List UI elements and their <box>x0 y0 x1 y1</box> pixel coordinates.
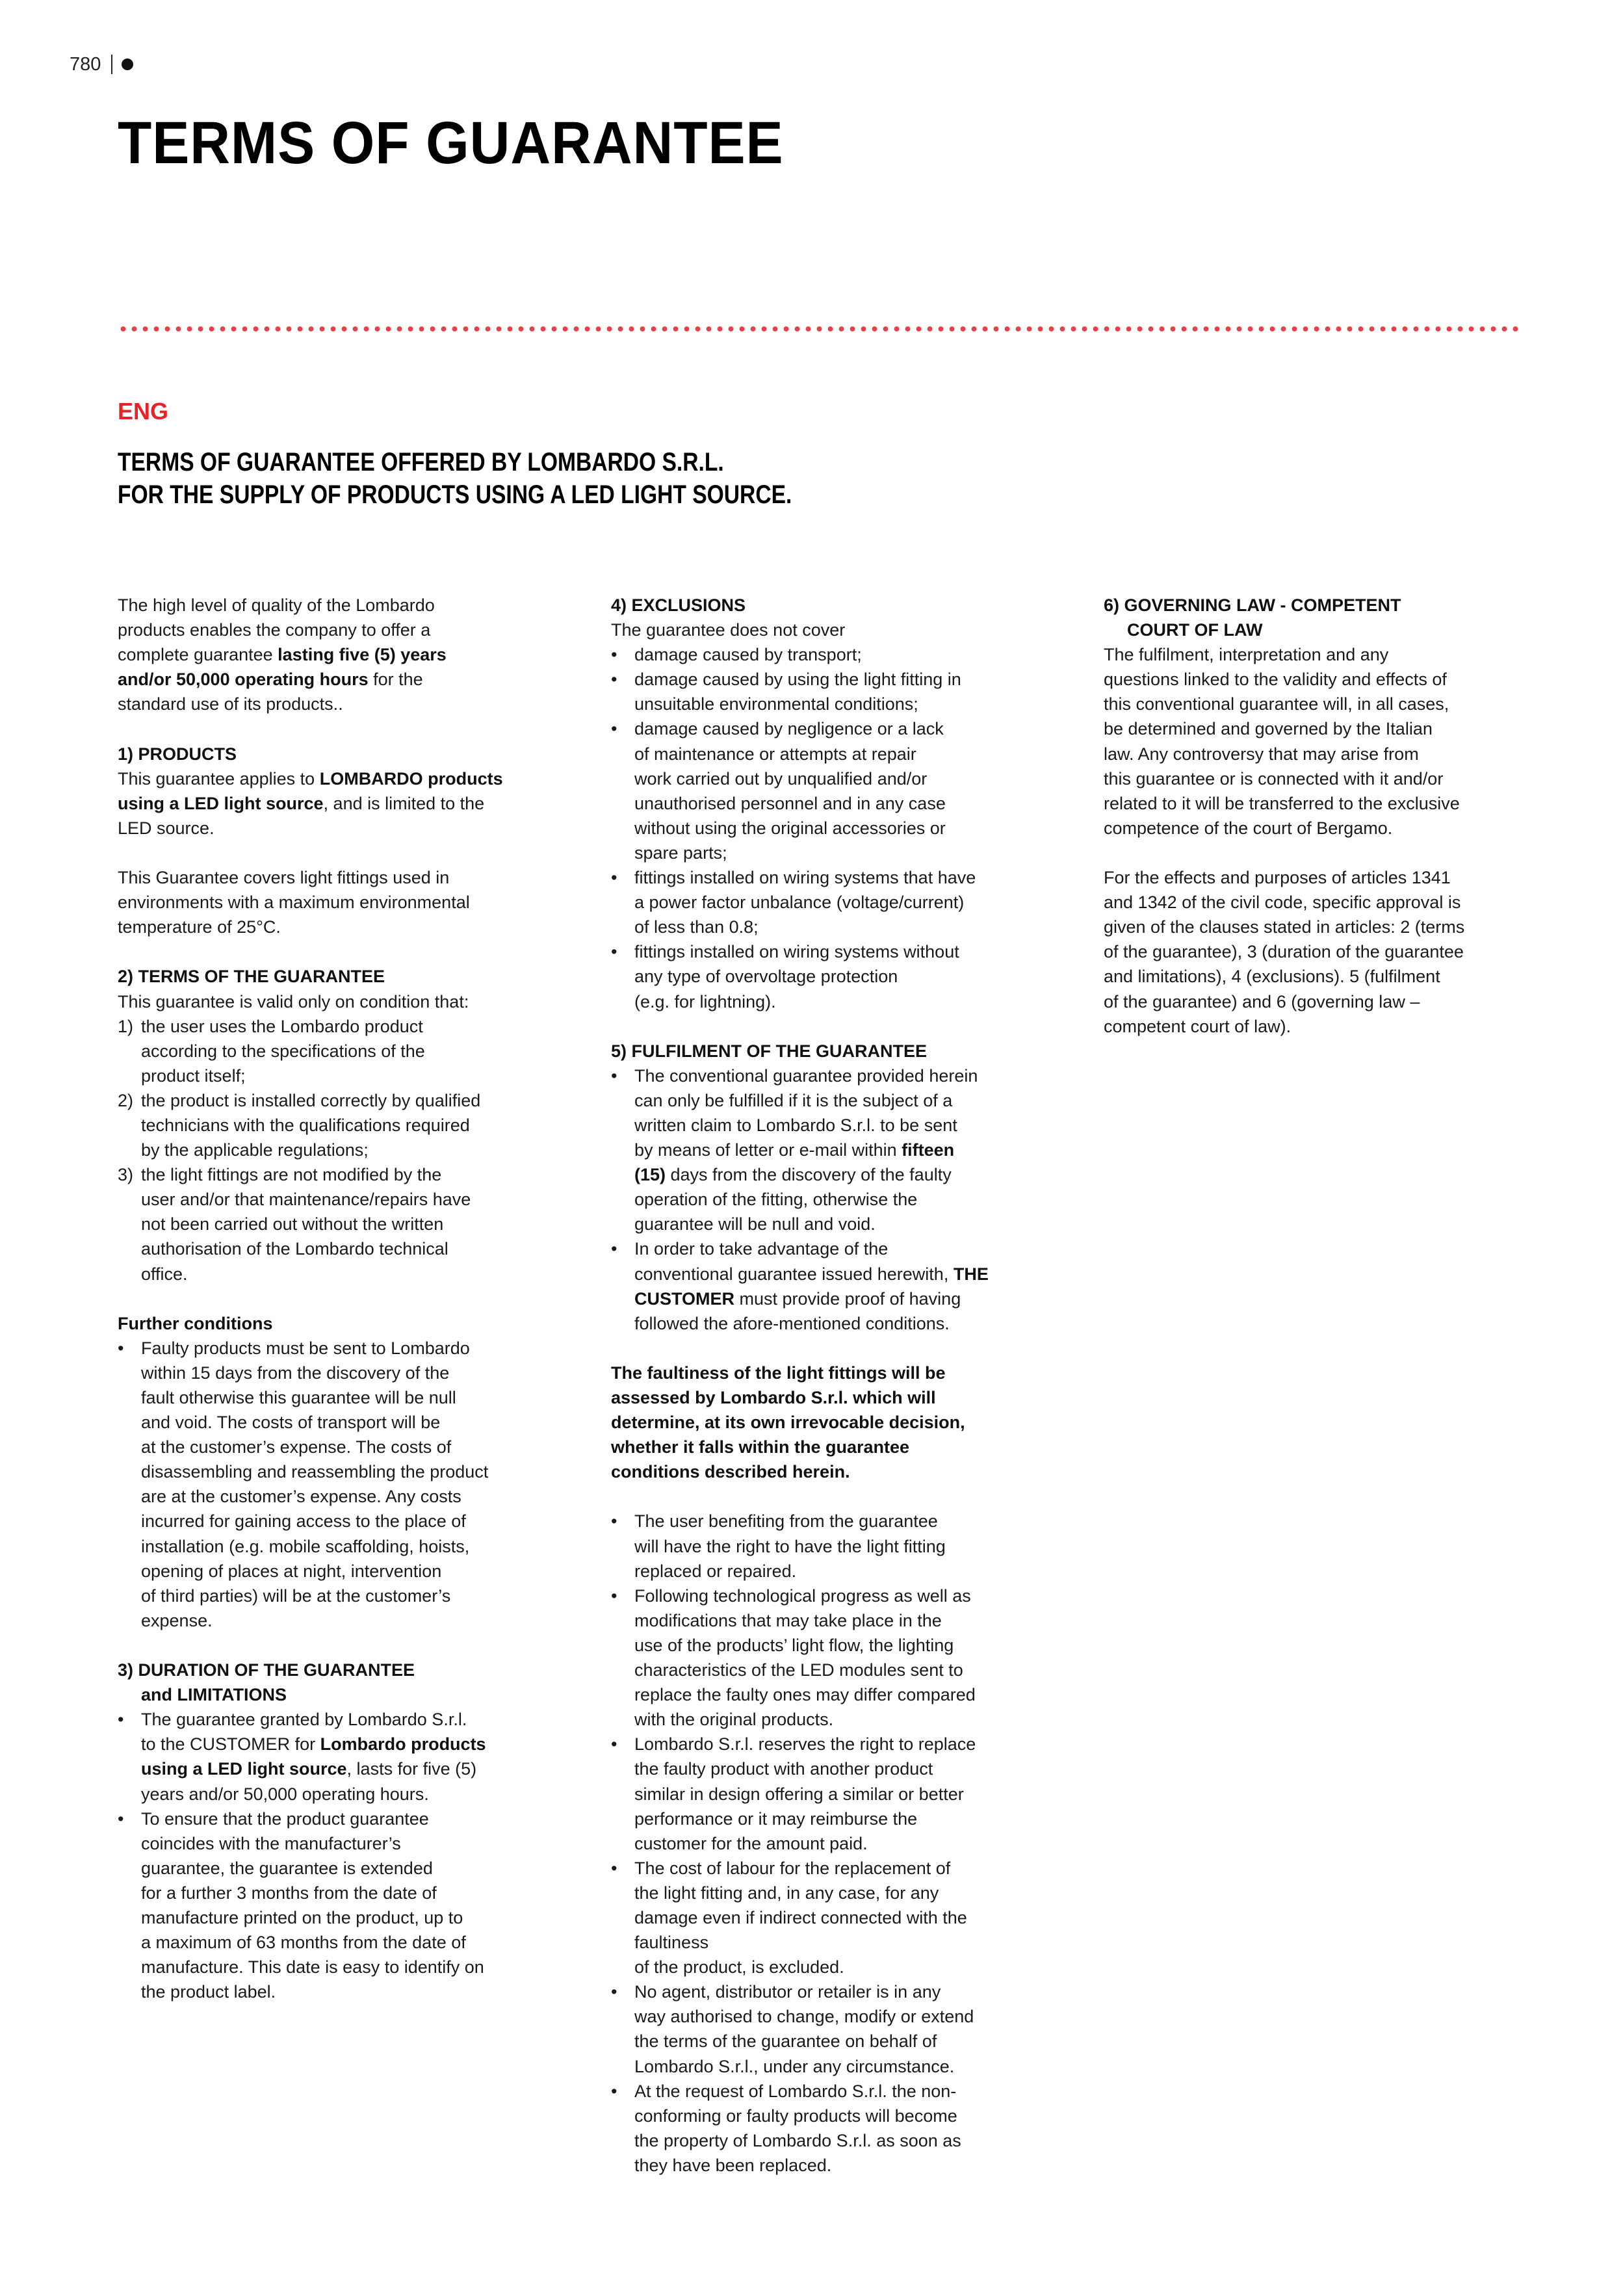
text-line: without using the original accessories or <box>634 818 946 838</box>
text-line: unsuitable environmental conditions; <box>634 694 918 714</box>
list-item <box>611 1509 1066 1583</box>
text-line: manufacture. This date is easy to identify on <box>141 1957 484 1977</box>
bold-paragraph <box>611 1361 1066 1484</box>
bold-text-run: using a LED light source <box>141 1759 347 1779</box>
text-line: In order to take advantage of the <box>634 1239 889 1259</box>
text-line: The high level of quality of the Lombardo <box>118 595 435 615</box>
text-line: (e.g. for lightning). <box>634 991 776 1011</box>
text-line: of third parties) will be at the customer’s <box>141 1585 451 1606</box>
bold-text-run: (15) <box>634 1165 666 1185</box>
bold-text-run: fifteen <box>902 1140 955 1160</box>
text-line: The faultiness of the light fittings will be <box>611 1363 946 1383</box>
bullet-icon: • <box>118 1808 124 1829</box>
text-line: 4) EXCLUSIONS <box>611 595 746 615</box>
text-line: within 15 days from the discovery of the <box>141 1363 450 1383</box>
text-line: product itself; <box>141 1065 246 1086</box>
list-item <box>118 1707 573 1806</box>
text-line: law. Any controversy that may arise from <box>1104 744 1419 764</box>
text-line: faultiness <box>634 1933 709 1953</box>
text-line: at the customer’s expense. The costs of <box>141 1437 452 1457</box>
list-item <box>118 1162 573 1286</box>
text-run: must provide proof of having <box>734 1288 961 1309</box>
text-line: disassembling and reassembling the product <box>141 1462 489 1482</box>
text-line: 3) DURATION OF THE GUARANTEE <box>118 1660 415 1680</box>
text-line: No agent, distributor or retailer is in any <box>634 1982 941 2002</box>
text-line: replace the faulty ones may differ compared <box>634 1685 976 1705</box>
text-line: The guarantee does not cover <box>611 620 846 640</box>
text-line: given of the clauses stated in articles: 2 (terms <box>1104 917 1465 937</box>
text-line: To ensure that the product guarantee <box>141 1808 429 1829</box>
section-heading <box>118 742 573 766</box>
spacer <box>118 841 573 865</box>
subtitle-line: FOR THE SUPPLY OF PRODUCTS USING A LED LIGHT SOURCE. <box>118 480 792 509</box>
page-number: 780 <box>70 53 101 75</box>
page-title: TERMS OF GUARANTEE <box>118 110 784 176</box>
bullet-icon: • <box>611 719 617 739</box>
paragraph <box>118 865 573 939</box>
text-line: Faulty products must be sent to Lombardo <box>141 1338 470 1358</box>
section-heading <box>118 964 573 989</box>
list-item <box>118 1807 573 2005</box>
text-line: COURT OF LAW <box>1127 620 1263 640</box>
text-line: technicians with the qualifications required <box>141 1115 470 1135</box>
text-line: authorisation of the Lombardo technical <box>141 1239 448 1259</box>
text-line: fault otherwise this guarantee will be null <box>141 1388 456 1407</box>
bullet-icon: • <box>611 670 617 690</box>
text-line: damage caused by transport; <box>634 645 862 665</box>
text-line: environments with a maximum environmental <box>118 893 470 913</box>
text-line: the light fitting and, in any case, for any <box>634 1883 939 1903</box>
text-line: this guarantee or is connected with it and/or <box>1104 768 1444 789</box>
text-line: a power factor unbalance (voltage/current) <box>634 893 965 913</box>
list-item <box>611 1584 1066 1732</box>
text-line: competent court of law). <box>1104 1016 1292 1036</box>
text-line: any type of overvoltage protection <box>634 967 898 987</box>
bold-text-run: lasting five (5) years <box>278 645 447 665</box>
section-heading <box>611 1039 1066 1063</box>
spacer <box>118 1286 573 1311</box>
text-line <box>118 791 573 816</box>
bold-text-run: LOMBARDO products <box>319 768 503 789</box>
text-line: The user benefiting from the guarantee <box>634 1511 938 1532</box>
text-line: of maintenance or attempts at repair <box>634 744 916 764</box>
list-item <box>118 1088 573 1162</box>
text-line: related to it will be transferred to the exclusive <box>1104 793 1460 813</box>
text-line: damage caused by using the light fitting in <box>634 670 961 690</box>
text-line: years and/or 50,000 operating hours. <box>141 1784 429 1804</box>
bold-text-run: THE <box>953 1264 989 1284</box>
text-run: , and is limited to the <box>323 793 485 813</box>
list-item <box>611 865 1066 939</box>
paragraph <box>611 618 1066 642</box>
text-column-3 <box>1104 593 1559 1039</box>
bullet-icon: • <box>611 2081 617 2101</box>
bullet-icon: • <box>611 1982 617 2002</box>
section-subtitle <box>118 446 792 511</box>
paragraph <box>118 593 573 716</box>
list-item <box>611 1979 1066 2078</box>
list-number: 1) <box>118 1016 134 1036</box>
text-line: are at the customer’s expense. Any costs <box>141 1487 461 1507</box>
text-line: manufacture printed on the product, up to <box>141 1907 463 1927</box>
bullet-icon: • <box>611 1239 617 1259</box>
text-line: standard use of its products.. <box>118 694 343 714</box>
spacer <box>611 1014 1066 1039</box>
text-line: This guarantee is valid only on condition that: <box>118 991 469 1011</box>
spacer <box>1104 841 1559 865</box>
text-line: The guarantee granted by Lombardo S.r.l. <box>141 1710 467 1730</box>
text-line: 6) GOVERNING LAW - COMPETENT <box>1104 595 1401 615</box>
text-line: will have the right to have the light fitting <box>634 1536 946 1556</box>
list-item <box>611 2079 1066 2178</box>
text-run: days from the discovery of the faulty <box>666 1165 952 1185</box>
text-line: with the original products. <box>634 1710 834 1730</box>
text-line: The fulfilment, interpretation and any <box>1104 645 1389 665</box>
subtitle-line: TERMS OF GUARANTEE OFFERED BY LOMBARDO S.R.L. <box>118 448 724 476</box>
bullet-icon: • <box>611 645 617 665</box>
text-line <box>118 766 573 791</box>
bullet-icon: • <box>611 1858 617 1878</box>
bullet-icon: • <box>118 1338 124 1358</box>
paragraph <box>118 766 573 841</box>
list <box>611 1509 1066 2178</box>
text-line <box>634 1162 1066 1187</box>
list-item <box>611 667 1066 716</box>
text-line: of the guarantee), 3 (duration of the guarantee <box>1104 942 1464 962</box>
text-line <box>634 1262 1066 1286</box>
text-line: assessed by Lombardo S.r.l. which will <box>611 1388 936 1407</box>
text-line: questions linked to the validity and effects of <box>1104 670 1447 690</box>
text-line: office. <box>141 1264 188 1284</box>
list-item <box>611 939 1066 1013</box>
text-line: work carried out by unqualified and/or <box>634 768 928 789</box>
text-line: Following technological progress as well as <box>634 1585 971 1606</box>
list-item <box>611 1236 1066 1335</box>
text-line: spare parts; <box>634 842 727 863</box>
text-line: determine, at its own irrevocable decision, <box>611 1413 965 1433</box>
text-run: , lasts for five (5) <box>346 1759 477 1779</box>
text-line: The cost of labour for the replacement of <box>634 1858 951 1878</box>
text-line: the product label. <box>141 1982 276 2002</box>
text-line: guarantee, the guarantee is extended <box>141 1858 433 1878</box>
list-number: 2) <box>118 1090 134 1110</box>
text-line: of less than 0.8; <box>634 917 759 937</box>
text-line: Lombardo S.r.l. reserves the right to replace <box>634 1734 976 1755</box>
bullet-dot-icon <box>122 59 133 70</box>
list-number: 3) <box>118 1165 134 1185</box>
text-line: the light fittings are not modified by the <box>141 1165 442 1185</box>
paragraph <box>1104 865 1559 1039</box>
bold-text-run: using a LED light source <box>118 793 324 813</box>
list-item <box>118 1336 573 1633</box>
text-line: This Guarantee covers light fittings used in <box>118 868 450 888</box>
text-run: by means of letter or e-mail within <box>634 1140 902 1160</box>
list <box>611 642 1066 1013</box>
text-column-1 <box>118 593 573 2004</box>
text-line: damage caused by negligence or a lack <box>634 719 944 739</box>
bold-text-run: and/or 50,000 operating hours <box>118 670 369 690</box>
text-line <box>118 667 573 692</box>
text-run: for the <box>368 670 423 690</box>
text-line: LED source. <box>118 818 214 838</box>
spacer <box>118 1633 573 1658</box>
bold-text-run: Lombardo products <box>320 1734 486 1755</box>
text-line: competence of the court of Bergamo. <box>1104 818 1393 838</box>
text-line: operation of the fitting, otherwise the <box>634 1190 918 1210</box>
list-item <box>611 716 1066 865</box>
text-line: the product is installed correctly by qualified <box>141 1090 481 1110</box>
text-line: installation (e.g. mobile scaffolding, hoists, <box>141 1536 470 1556</box>
text-line: whether it falls within the guarantee <box>611 1437 910 1457</box>
section-heading <box>611 593 1066 618</box>
text-line: damage even if indirect connected with the <box>634 1907 967 1927</box>
text-line: not been carried out without the written <box>141 1214 444 1234</box>
section-heading <box>118 1658 573 1707</box>
spacer <box>611 1484 1066 1509</box>
text-line: and 1342 of the civil code, specific approval is <box>1104 893 1461 913</box>
text-line: coincides with the manufacturer’s <box>141 1833 401 1853</box>
text-line: followed the afore-mentioned conditions. <box>634 1313 950 1333</box>
text-line: user and/or that maintenance/repairs have <box>141 1190 471 1210</box>
text-line: products enables the company to offer a <box>118 620 431 640</box>
text-line: performance or it may reimburse the <box>634 1808 918 1829</box>
text-run: conventional guarantee issued herewith, <box>634 1264 954 1284</box>
text-line <box>634 1286 1066 1311</box>
list <box>118 1707 573 2004</box>
text-line <box>118 642 573 667</box>
text-line: of the product, is excluded. <box>634 1957 844 1977</box>
text-line: opening of places at night, intervention <box>141 1561 442 1581</box>
bullet-icon: • <box>611 942 617 962</box>
text-line: customer for the amount paid. <box>634 1833 868 1853</box>
text-line: they have been replaced. <box>634 2155 832 2175</box>
text-column-2 <box>611 593 1066 2178</box>
text-line: the user uses the Lombardo product <box>141 1016 423 1036</box>
text-line: For the effects and purposes of articles 1341 <box>1104 868 1451 888</box>
text-line: similar in design offering a similar or better <box>634 1784 964 1804</box>
text-line: modifications that may take place in the <box>634 1610 942 1630</box>
bullet-icon: • <box>611 1065 617 1086</box>
text-line: use of the products’ light flow, the lighting <box>634 1635 954 1655</box>
text-line: At the request of Lombardo S.r.l. the non- <box>634 2081 957 2101</box>
bullet-icon: • <box>611 1511 617 1532</box>
text-run: This guarantee applies to <box>118 768 320 789</box>
dotted-divider <box>118 326 1522 332</box>
text-line: temperature of 25°C. <box>118 917 281 937</box>
section-heading <box>118 1311 573 1336</box>
spacer <box>611 1336 1066 1361</box>
list-item <box>611 1063 1066 1237</box>
text-line: fittings installed on wiring systems without <box>634 942 959 962</box>
spacer <box>118 939 573 964</box>
text-line <box>634 1138 1066 1162</box>
text-line: this conventional guarantee will, in all cases, <box>1104 694 1449 714</box>
text-line: Lombardo S.r.l., under any circumstance. <box>634 2056 955 2076</box>
bold-text-run: CUSTOMER <box>634 1288 735 1309</box>
text-line <box>141 1756 573 1781</box>
text-line: a maximum of 63 months from the date of <box>141 1933 466 1953</box>
text-line: and LIMITATIONS <box>141 1685 287 1705</box>
paragraph <box>1104 642 1559 841</box>
text-line: replaced or repaired. <box>634 1561 797 1581</box>
list-item <box>611 1856 1066 1979</box>
list <box>118 1014 573 1286</box>
text-line: guarantee will be null and void. <box>634 1214 876 1234</box>
text-line: according to the specifications of the <box>141 1041 425 1061</box>
separator <box>111 55 112 74</box>
text-line: Further conditions <box>118 1313 273 1333</box>
text-line: fittings installed on wiring systems that have <box>634 868 976 888</box>
list <box>118 1336 573 1633</box>
text-run: to the CUSTOMER for <box>141 1734 320 1755</box>
text-line: unauthorised personnel and in any case <box>634 793 946 813</box>
paragraph <box>118 989 573 1014</box>
list-item <box>611 1732 1066 1855</box>
list-item <box>611 642 1066 667</box>
text-line: the property of Lombardo S.r.l. as soon as <box>634 2130 961 2150</box>
text-line: of the guarantee) and 6 (governing law – <box>1104 991 1420 1011</box>
text-line: the faulty product with another product <box>634 1759 933 1779</box>
text-line: characteristics of the LED modules sent to <box>634 1660 963 1680</box>
list <box>611 1063 1066 1336</box>
text-line: be determined and governed by the Italian <box>1104 719 1433 739</box>
list-item <box>118 1014 573 1088</box>
text-line: 2) TERMS OF THE GUARANTEE <box>118 967 385 987</box>
text-line: conforming or faulty products will become <box>634 2106 957 2126</box>
text-line: and void. The costs of transport will be <box>141 1413 441 1433</box>
text-line: and limitations), 4 (exclusions). 5 (fulfilment <box>1104 967 1440 987</box>
text-line: incurred for gaining access to the place of <box>141 1511 466 1532</box>
text-line: by the applicable regulations; <box>141 1140 369 1160</box>
text-line: 5) FULFILMENT OF THE GUARANTEE <box>611 1041 927 1061</box>
bullet-icon: • <box>611 868 617 888</box>
text-line: written claim to Lombardo S.r.l. to be sent <box>634 1115 957 1135</box>
bullet-icon: • <box>611 1734 617 1755</box>
bullet-icon: • <box>118 1710 124 1730</box>
text-line: conditions described herein. <box>611 1462 850 1482</box>
spacer <box>118 716 573 741</box>
page-number-header <box>70 52 133 77</box>
text-line: the terms of the guarantee on behalf of <box>634 2031 937 2052</box>
text-line: can only be fulfilled if it is the subject of a <box>634 1090 953 1110</box>
text-run: complete guarantee <box>118 645 278 665</box>
text-line: The conventional guarantee provided herein <box>634 1065 978 1086</box>
text-line: expense. <box>141 1610 213 1630</box>
section-heading <box>1104 593 1559 642</box>
text-line: 1) PRODUCTS <box>118 744 237 764</box>
language-label: ENG <box>118 398 169 424</box>
text-line: way authorised to change, modify or extend <box>634 2007 974 2027</box>
text-line: for a further 3 months from the date of <box>141 1883 437 1903</box>
text-line <box>141 1732 573 1756</box>
bullet-icon: • <box>611 1585 617 1606</box>
